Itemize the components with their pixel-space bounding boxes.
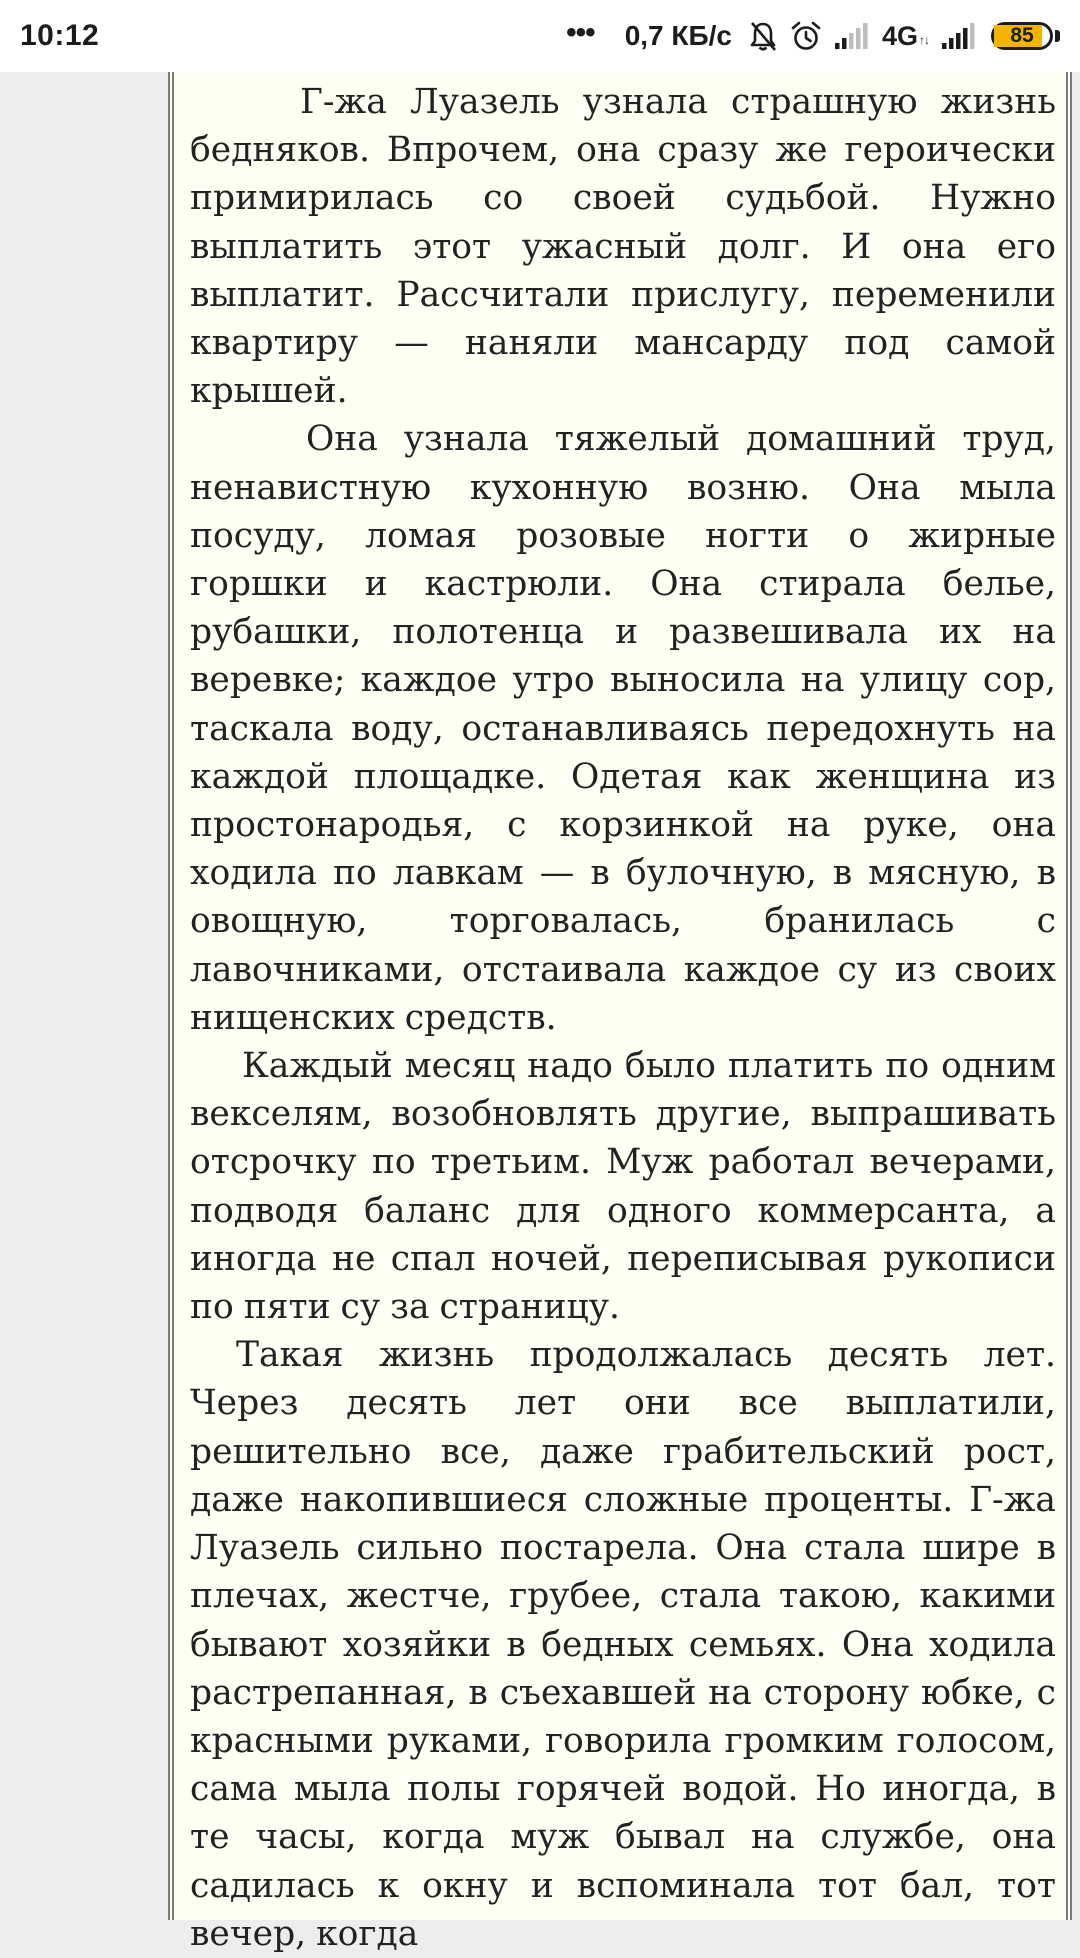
status-icons [566, 16, 1060, 53]
alarm-clock-icon [790, 20, 822, 52]
data-activity-arrows: ↑↓ [919, 32, 929, 47]
battery-icon [991, 22, 1053, 50]
paragraph: Каждый месяц надо было платить по одним векселям, возобновлять другие, выпрашивать отсрочку по третьим. Муж работал вечерами, подводя баланс для одного коммерсанта, а иногда не спал ночей, переписывая рукописи по пяти су за страницу. [190, 1046, 1056, 1328]
signal-icon [941, 22, 977, 50]
mute-bell-icon [748, 20, 778, 52]
reader-page[interactable] [168, 72, 1072, 1954]
book-text [190, 78, 1056, 1958]
status-bar [0, 0, 1080, 72]
network-type: 4G ↑↓ [881, 20, 929, 51]
paragraph: Такая жизнь продолжалась десять лет. Через десять лет они все выплатили, решительно все, даже грабительский рост, даже накопившиеся сложные проценты. Г-жа Луазель сильно постарела. Она стала шире в плечах, жестче, грубее, стала такою, какими бывают хозяйки в бедных семьях. Она ходила растрепанная, в съехавшей на сторону юбке, с красными руками, говорила громким голосом, сама мыла полы горячей водой. Но иногда, в те часы, когда муж бывал на службе, она садилась к окну и вспоминала тот бал, тот вечер, когда [190, 1335, 1056, 1954]
more-notifications-icon: ••• [566, 16, 595, 49]
network-speed: 0,7 КБ/с [624, 20, 732, 51]
battery-level: 85 [1010, 24, 1034, 47]
battery-cap [1055, 30, 1060, 42]
paragraph: Г-жа Луазель узнала страшную жизнь бедняков. Впрочем, она сразу же героически примирилась со своей судьбой. Нужно выплатить этот ужасный долг. И она его выплатит. Рассчитали прислугу, переменили квартиру — наняли мансарду под самой крышей. [190, 82, 1056, 412]
status-time: 10:12 [20, 19, 100, 52]
signal-weak-icon [834, 22, 870, 50]
paragraph: Она узнала тяжелый домашний труд, ненавистную кухонную возню. Она мыла посуду, ломая розовые ногти о жирные горшки и кастрюли. Она стирала белье, рубашки, полотенца и развешивала их на веревке; каждое утро выносила на улицу сор, таскала воду, останавливаясь передохнуть на каждой площадке. Одетая как женщина из простонародья, с корзинкой на руке, она ходила по лавкам — в булочную, в мясную, в овощную, торговалась, бранилась с лавочниками, отстаивала каждое су из своих нищенских средств. [190, 419, 1056, 1038]
